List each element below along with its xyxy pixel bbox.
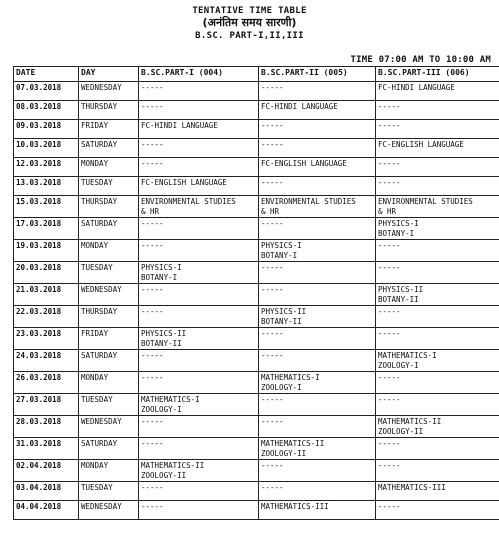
subject-cell-part3 [376,306,499,328]
subject-text: FC-HINDI LANGUAGE [141,121,218,130]
subject-text: BOTANY-II [378,295,419,304]
subject-text: ----- [378,178,401,187]
subject-cell-part3 [376,328,499,350]
column-header-part3: B.SC.PART-III (006) [376,67,499,82]
subject-text: ----- [261,140,284,149]
column-header-part1: B.SC.PART-I (004) [139,67,259,82]
subject-text: ZOOLOGY-II [378,427,424,436]
day-cell: WEDNESDAY [79,416,139,438]
subject-text: ----- [141,483,164,492]
subject-cell-part1 [139,350,259,372]
subject-cell-part3 [376,101,499,120]
subject-cell-part2 [259,501,376,520]
table-row [14,240,499,262]
subject-text: & HR [378,207,397,216]
subject-text: ----- [261,483,284,492]
subject-cell-part3 [376,139,499,158]
subject-text: ZOOLOGY-I [141,405,182,414]
table-row [14,120,499,139]
subject-cell-part2 [259,139,376,158]
date-cell: 20.03.2018 [14,262,79,284]
subject-text: ----- [141,241,164,250]
date-cell: 02.04.2018 [14,460,79,482]
subject-cell-part1 [139,101,259,120]
date-cell: 03.04.2018 [14,482,79,501]
day-cell: MONDAY [79,158,139,177]
subject-cell-part2 [259,482,376,501]
subject-text: BOTANY-II [141,339,182,348]
subject-text: ----- [261,351,284,360]
column-header-day: DAY [79,67,139,82]
subject-cell-part1 [139,218,259,240]
course-title: B.SC. PART-I,II,III [195,31,304,41]
table-row [14,416,499,438]
subject-text: FC-ENGLISH LANGUAGE [378,140,464,149]
subject-text: & HR [261,207,280,216]
subject-text: ----- [261,461,284,470]
subject-text: ZOOLOGY-I [378,361,419,370]
subject-cell-part2 [259,240,376,262]
subject-text: MATHEMATICS-II [141,461,205,470]
subject-text: FC-ENGLISH LANGUAGE [261,159,347,168]
subject-text: PHYSICS-I [261,241,302,250]
subject-text: FC-HINDI LANGUAGE [261,102,338,111]
document-title-hindi: (अनंतिम समय सारणी) [202,16,297,29]
subject-text: ----- [261,285,284,294]
subject-cell-part2 [259,120,376,139]
subject-cell-part3 [376,218,499,240]
exam-timing: TIME 07:00 AM TO 10:00 AM [350,55,491,65]
subject-cell-part3 [376,82,499,101]
table-row [14,372,499,394]
subject-cell-part2 [259,177,376,196]
date-cell: 24.03.2018 [14,350,79,372]
subject-text: ----- [141,373,164,382]
subject-cell-part2 [259,158,376,177]
subject-cell-part3 [376,177,499,196]
subject-text: BOTANY-I [141,273,178,282]
day-cell: MONDAY [79,460,139,482]
subject-cell-part1 [139,120,259,139]
day-cell: MONDAY [79,372,139,394]
date-cell: 21.03.2018 [14,284,79,306]
subject-cell-part1 [139,416,259,438]
table-row [14,196,499,218]
date-cell: 09.03.2018 [14,120,79,139]
day-cell: MONDAY [79,240,139,262]
subject-cell-part2 [259,394,376,416]
subject-text: ----- [261,329,284,338]
subject-text: ----- [141,219,164,228]
subject-text: PHYSICS-I [378,219,419,228]
date-cell: 27.03.2018 [14,394,79,416]
table-row [14,501,499,520]
subject-text: ----- [378,102,401,111]
subject-text: ----- [378,329,401,338]
table-row [14,394,499,416]
date-cell: 23.03.2018 [14,328,79,350]
subject-cell-part2 [259,262,376,284]
date-cell: 28.03.2018 [14,416,79,438]
table-row [14,482,499,501]
subject-text: ----- [141,307,164,316]
subject-text: ----- [261,417,284,426]
subject-cell-part1 [139,460,259,482]
day-cell: THURSDAY [79,196,139,218]
date-cell: 26.03.2018 [14,372,79,394]
subject-cell-part2 [259,218,376,240]
table-row [14,177,499,196]
day-cell: WEDNESDAY [79,284,139,306]
table-row [14,460,499,482]
subject-cell-part3 [376,196,499,218]
subject-text: ----- [141,102,164,111]
subject-cell-part3 [376,240,499,262]
subject-cell-part1 [139,394,259,416]
table-row [14,328,499,350]
subject-cell-part1 [139,262,259,284]
subject-cell-part2 [259,328,376,350]
subject-text: MATHEMATICS-I [378,351,437,360]
date-cell: 19.03.2018 [14,240,79,262]
subject-text: MATHEMATICS-III [378,483,446,492]
subject-text: ----- [141,351,164,360]
column-header-date: DATE [14,67,79,82]
subject-text: ----- [141,439,164,448]
subject-cell-part3 [376,501,499,520]
date-cell: 10.03.2018 [14,139,79,158]
subject-text: ZOOLOGY-II [141,471,187,480]
subject-cell-part2 [259,460,376,482]
subject-cell-part3 [376,120,499,139]
subject-text: ----- [261,395,284,404]
subject-cell-part1 [139,139,259,158]
subject-text: ----- [141,140,164,149]
date-cell: 31.03.2018 [14,438,79,460]
date-cell: 22.03.2018 [14,306,79,328]
date-cell: 04.04.2018 [14,501,79,520]
date-cell: 17.03.2018 [14,218,79,240]
table-row [14,139,499,158]
subject-cell-part3 [376,158,499,177]
table-row [14,101,499,120]
subject-text: MATHEMATICS-II [378,417,442,426]
day-cell: SATURDAY [79,139,139,158]
subject-cell-part2 [259,82,376,101]
subject-cell-part1 [139,482,259,501]
day-cell: SATURDAY [79,350,139,372]
table-row [14,284,499,306]
subject-text: MATHEMATICS-I [261,373,320,382]
subject-cell-part1 [139,501,259,520]
subject-text: ----- [141,502,164,511]
table-row [14,350,499,372]
subject-text: PHYSICS-II [261,307,307,316]
date-cell: 15.03.2018 [14,196,79,218]
day-cell: FRIDAY [79,328,139,350]
subject-text: ZOOLOGY-II [261,449,307,458]
subject-cell-part3 [376,394,499,416]
subject-cell-part2 [259,196,376,218]
day-cell: SATURDAY [79,438,139,460]
subject-text: ----- [141,285,164,294]
day-cell: THURSDAY [79,306,139,328]
subject-cell-part1 [139,82,259,101]
subject-text: ----- [378,373,401,382]
subject-cell-part3 [376,284,499,306]
subject-text: ----- [141,159,164,168]
document-title: TENTATIVE TIME TABLE [192,6,307,16]
subject-cell-part2 [259,284,376,306]
subject-cell-part3 [376,482,499,501]
date-cell: 12.03.2018 [14,158,79,177]
subject-text: ENVIRONMENTAL STUDIES [141,197,236,206]
subject-text: ----- [378,502,401,511]
date-cell: 13.03.2018 [14,177,79,196]
subject-cell-part2 [259,350,376,372]
timetable-body [14,82,499,520]
subject-text: FC-HINDI LANGUAGE [378,83,455,92]
table-row [14,158,499,177]
subject-text: ----- [378,461,401,470]
subject-text: MATHEMATICS-II [261,439,325,448]
day-cell: WEDNESDAY [79,501,139,520]
subject-text: ----- [141,83,164,92]
subject-cell-part1 [139,240,259,262]
subject-text: ----- [378,241,401,250]
subject-cell-part3 [376,350,499,372]
subject-text: ----- [378,121,401,130]
subject-text: MATHEMATICS-III [261,502,329,511]
subject-text: ----- [378,395,401,404]
subject-text: BOTANY-I [378,229,415,238]
subject-cell-part1 [139,306,259,328]
subject-cell-part1 [139,158,259,177]
day-cell: WEDNESDAY [79,82,139,101]
subject-text: & HR [141,207,160,216]
subject-text: BOTANY-II [261,317,302,326]
table-row [14,82,499,101]
subject-text: MATHEMATICS-I [141,395,200,404]
subject-cell-part1 [139,177,259,196]
column-header-part2: B.SC.PART-II (005) [259,67,376,82]
subject-cell-part2 [259,372,376,394]
subject-cell-part3 [376,416,499,438]
day-cell: FRIDAY [79,120,139,139]
table-row [14,262,499,284]
subject-cell-part2 [259,101,376,120]
subject-cell-part2 [259,416,376,438]
subject-cell-part3 [376,262,499,284]
table-header-row [14,67,499,82]
subject-cell-part1 [139,372,259,394]
subject-text: ENVIRONMENTAL STUDIES [261,197,356,206]
subject-text: BOTANY-I [261,251,298,260]
subject-text: ----- [261,121,284,130]
subject-text: ----- [378,263,401,272]
subject-cell-part2 [259,438,376,460]
day-cell: TUESDAY [79,177,139,196]
subject-cell-part1 [139,196,259,218]
table-row [14,306,499,328]
day-cell: TUESDAY [79,394,139,416]
date-cell: 08.03.2018 [14,101,79,120]
date-cell: 07.03.2018 [14,82,79,101]
timetable [13,66,499,520]
day-cell: THURSDAY [79,101,139,120]
subject-text: ZOOLOGY-I [261,383,302,392]
day-cell: TUESDAY [79,482,139,501]
subject-text: FC-ENGLISH LANGUAGE [141,178,227,187]
table-row [14,218,499,240]
subject-text: ----- [141,417,164,426]
subject-cell-part1 [139,328,259,350]
subject-text: ENVIRONMENTAL STUDIES [378,197,473,206]
table-row [14,438,499,460]
subject-cell-part3 [376,438,499,460]
subject-text: ----- [261,219,284,228]
subject-cell-part1 [139,284,259,306]
subject-cell-part2 [259,306,376,328]
subject-cell-part3 [376,460,499,482]
subject-cell-part3 [376,372,499,394]
subject-cell-part1 [139,438,259,460]
subject-text: ----- [378,307,401,316]
subject-text: ----- [261,83,284,92]
subject-text: ----- [378,439,401,448]
subject-text: ----- [378,159,401,168]
day-cell: SATURDAY [79,218,139,240]
day-cell: TUESDAY [79,262,139,284]
subject-text: PHYSICS-I [141,263,182,272]
subject-text: PHYSICS-II [141,329,187,338]
subject-text: ----- [261,178,284,187]
subject-text: PHYSICS-II [378,285,424,294]
subject-text: ----- [261,263,284,272]
